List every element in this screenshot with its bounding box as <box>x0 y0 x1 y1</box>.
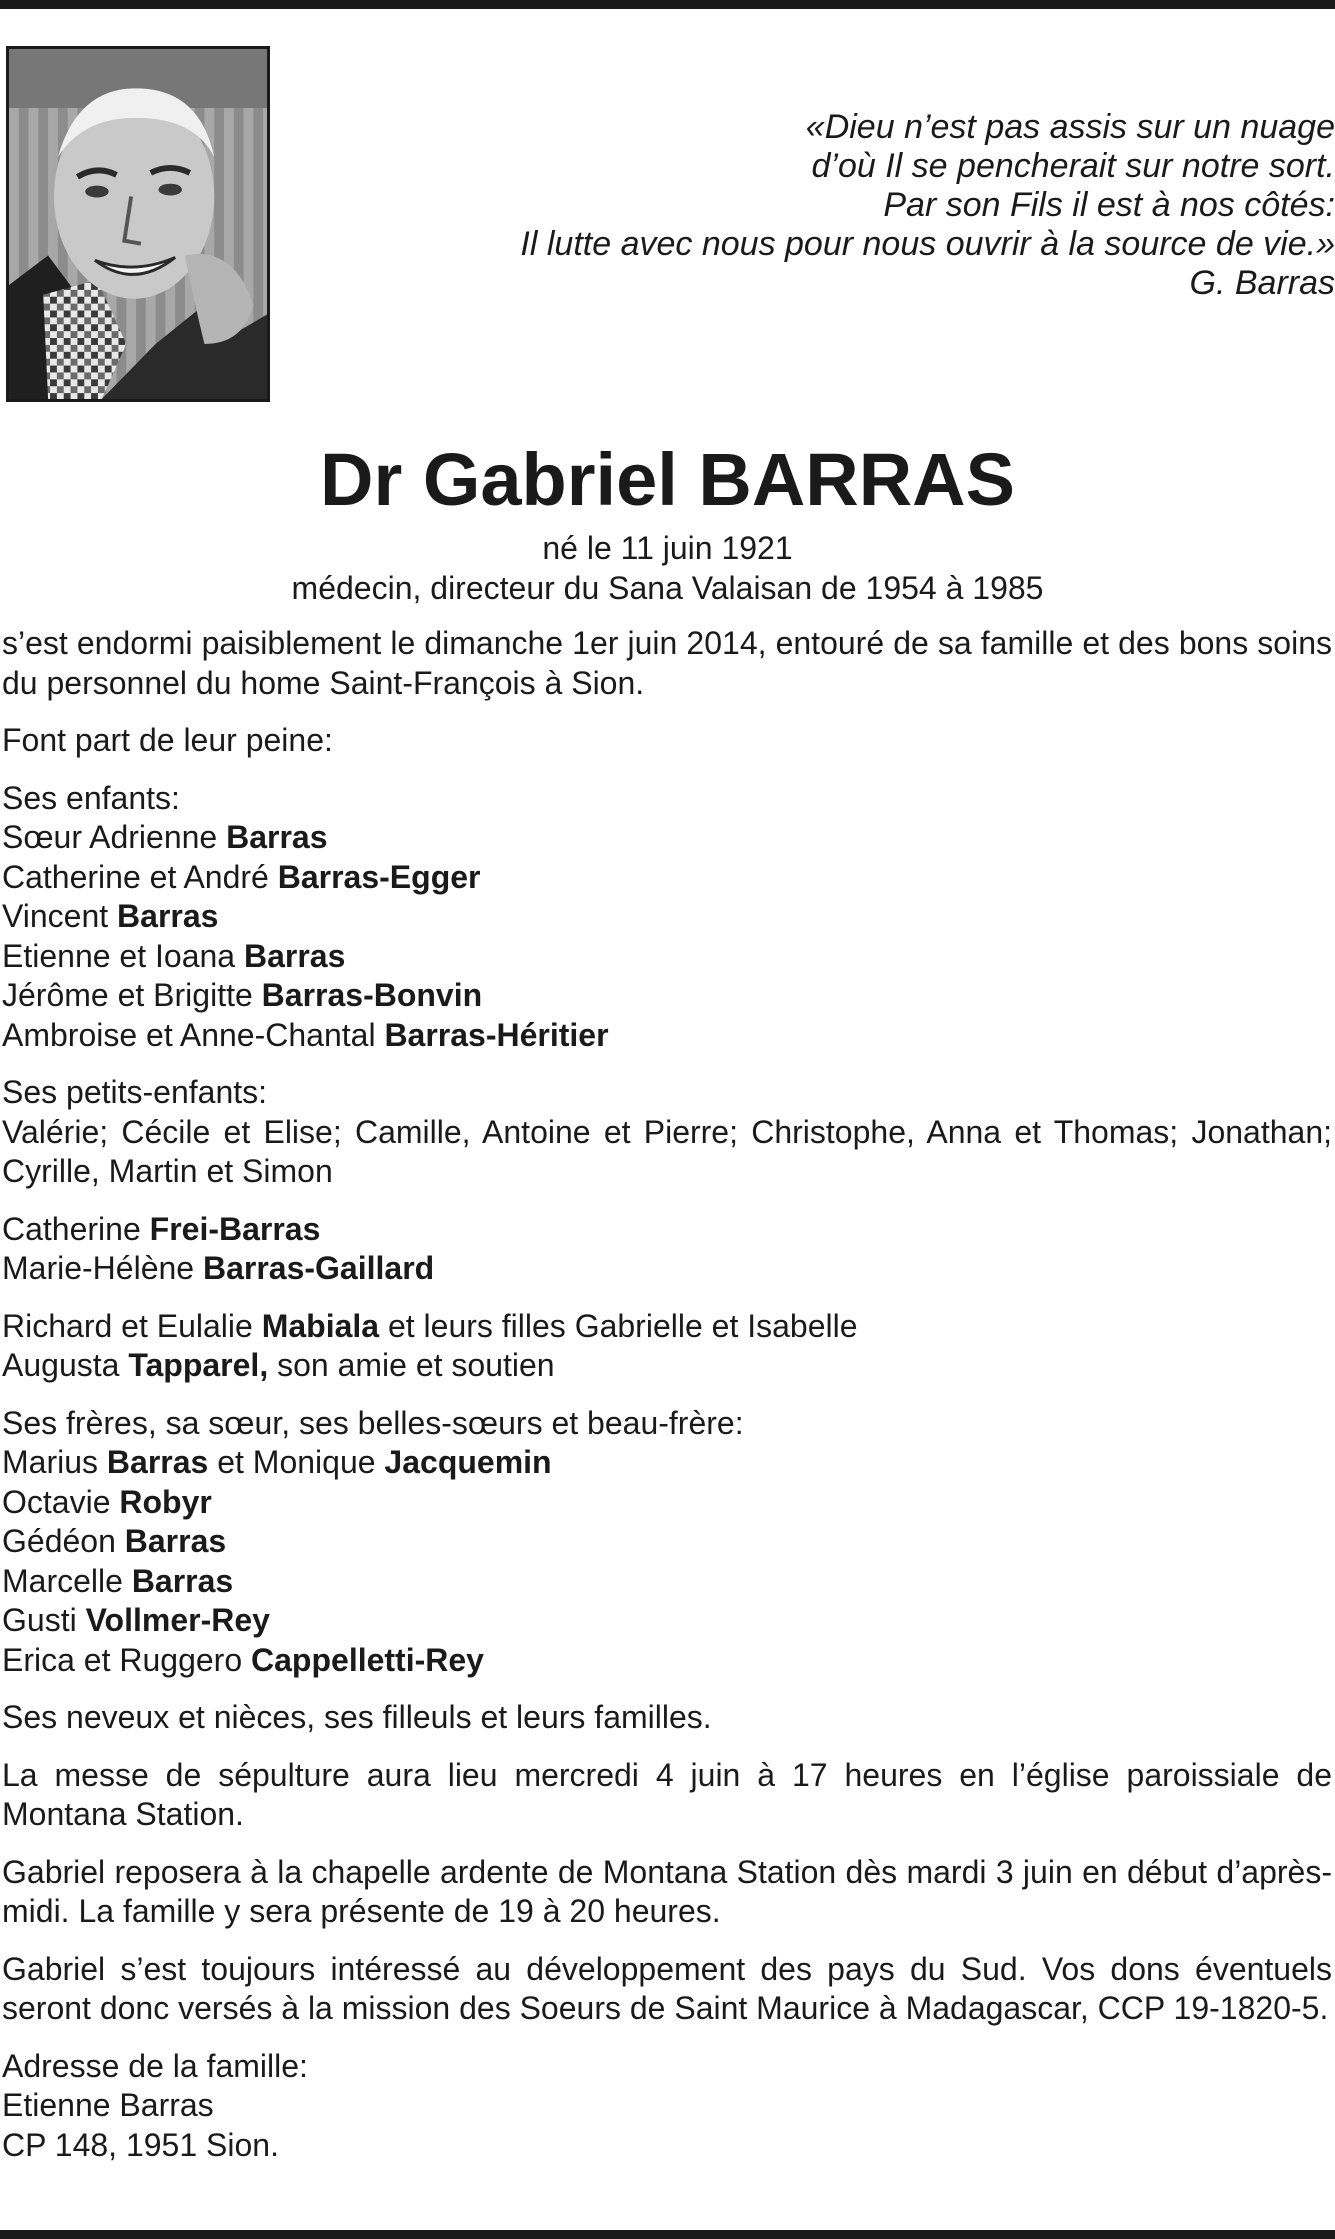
list-item: Octavie Robyr <box>2 1483 212 1520</box>
font-part-heading: Font part de leur peine: <box>2 722 333 758</box>
list-item: Sœur Adrienne Barras <box>2 819 328 855</box>
grandchildren-section <box>2 1073 1332 1192</box>
deceased-name: Dr Gabriel BARRAS <box>320 438 1015 521</box>
birth-date: né le 11 juin 1921 <box>542 530 793 566</box>
list-item: Gusti Vollmer-Rey <box>2 1602 270 1638</box>
profession: médecin, directeur du Sana Valaisan de 1954 à 1985 <box>291 570 1044 606</box>
donations-paragraph: Gabriel s’est toujours intéressé au développement des pays du Sud. Vos dons éventuels seront donc versés à la mission des Soeurs de Saint Maurice à Madagascar, CCP 19-1820-5. <box>2 1950 1332 2026</box>
list-item: Jérôme et Brigitte Barras-Bonvin <box>2 977 483 1013</box>
nephews-paragraph: Ses neveux et nièces, ses filleuls et leurs familles. <box>2 1699 712 1735</box>
list-item: Erica et Ruggero Cappelletti-Rey <box>2 1641 484 1678</box>
grandchildren-list: Valérie; Cécile et Elise; Camille, Antoine et Pierre; Christophe, Anna et Thomas; Jonathan; Cyrille, Martin et Simon <box>2 1113 1332 1189</box>
list-item: Ambroise et Anne-Chantal Barras-Héritier <box>2 1016 609 1053</box>
list-item: Gédéon Barras <box>2 1523 227 1559</box>
deceased-details <box>0 528 1335 608</box>
list-item: Marius Barras et Monique Jacquemin <box>2 1444 552 1480</box>
grandchildren-heading: Ses petits-enfants: <box>2 1074 268 1110</box>
address-section <box>2 2047 1332 2166</box>
address-heading: Adresse de la famille: <box>2 2047 308 2084</box>
chapel-paragraph: Gabriel reposera à la chapelle ardente de Montana Station dès mardi 3 juin en début d’après-midi. La famille y sera présente de 19 à 20 heures. <box>2 1853 1332 1929</box>
address-line: CP 148, 1951 Sion. <box>2 2126 279 2163</box>
portrait-image <box>9 49 267 399</box>
list-item: Catherine Frei-Barras <box>2 1210 321 1247</box>
list-item: Vincent Barras <box>2 898 219 934</box>
list-item: Marcelle Barras <box>2 1562 234 1599</box>
mass-paragraph: La messe de sépulture aura lieu mercredi 4 juin à 17 heures en l’église paroissiale de Montana Station. <box>2 1756 1332 1832</box>
list-item: Marie-Hélène Barras-Gaillard <box>2 1250 435 1286</box>
quote-line: «Dieu n’est pas assis sur un nuage <box>805 108 1335 146</box>
address-line: Etienne Barras <box>2 2087 214 2123</box>
obituary-body <box>2 624 1332 2183</box>
friends-section <box>2 1307 1332 1386</box>
siblings-heading: Ses frères, sa sœur, ses belles-sœurs et beau-frère: <box>2 1404 744 1441</box>
top-rule <box>0 0 1335 9</box>
children-section <box>2 779 1332 1056</box>
list-item: Etienne et Ioana Barras <box>2 937 346 974</box>
quote-line: d’où Il se pencherait sur notre sort. <box>811 147 1335 185</box>
intro-paragraph: s’est endormi paisiblement le dimanche 1er juin 2014, entouré de sa famille et des bons soins du personnel du home Saint-François à Sion. <box>2 625 1332 701</box>
children-heading: Ses enfants: <box>2 779 180 816</box>
siblings-section <box>2 1404 1332 1681</box>
list-item: Catherine et André Barras-Egger <box>2 858 481 895</box>
quote-author: G. Barras <box>1189 264 1335 302</box>
bottom-rule <box>0 2230 1335 2239</box>
quote-line: Il lutte avec nous pour nous ouvrir à la source de vie.» <box>520 225 1335 263</box>
epigraph-quote <box>435 108 1335 303</box>
list-item: Richard et Eulalie Mabiala et leurs filles Gabrielle et Isabelle <box>2 1307 858 1344</box>
portrait-photo <box>6 46 270 402</box>
list-item: Augusta Tapparel, son amie et soutien <box>2 1347 555 1383</box>
in-laws-section <box>2 1210 1332 1289</box>
quote-line: Par son Fils il est à nos côtés: <box>883 186 1335 224</box>
